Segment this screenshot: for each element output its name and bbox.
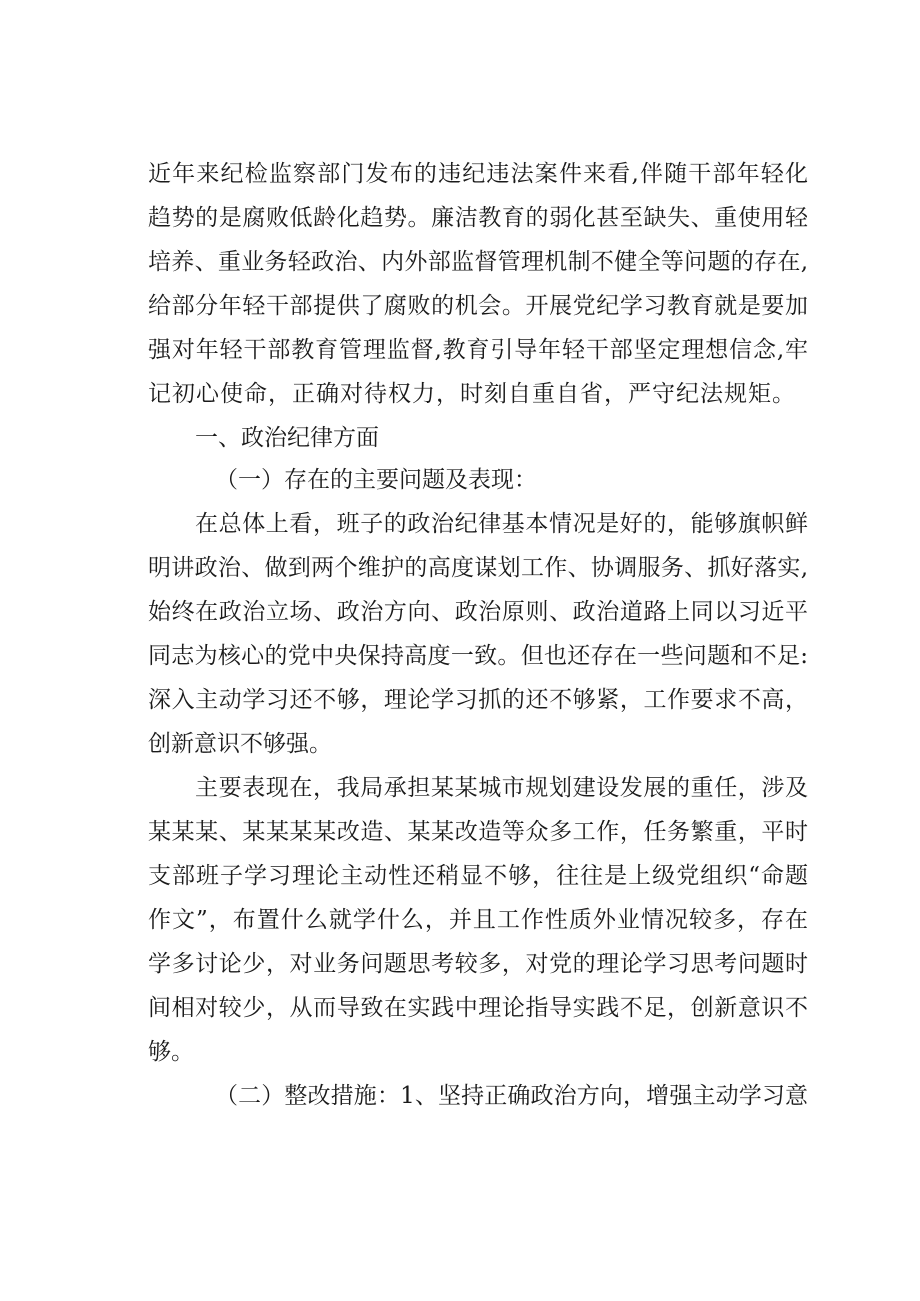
paragraph-line: 深入主动学习还不够，理论学习抓的还不够紧，工作要求不高，: [148, 687, 808, 713]
paragraph-line: 在总体上看，班子的政治纪律基本情况是好的，能够旗帜鲜: [195, 511, 808, 537]
paragraph-line: 同志为核心的党中央保持高度一致。但也还存在一些问题和不足:: [148, 643, 808, 669]
subsection-heading: （一）存在的主要问题及表现：: [215, 467, 537, 493]
paragraph-line: 够。: [148, 1039, 194, 1065]
section-heading: 一、政治纪律方面: [195, 425, 379, 451]
paragraph-line: 明讲政治、做到两个维护的高度谋划工作、协调服务、抓好落实,: [148, 555, 808, 581]
paragraph-line: 支部班子学习理论主动性还稍显不够，往往是上级党组织“命题: [148, 863, 808, 889]
paragraph-line: 学多讨论少，对业务问题思考较多，对党的理论学习思考问题时: [148, 951, 808, 977]
paragraph-line: 间相对较少，从而导致在实践中理论指导实践不足，创新意识不: [148, 995, 808, 1021]
paragraph-line: 创新意识不够强。: [148, 731, 332, 757]
intro-line: 给部分年轻干部提供了腐败的机会。开展党纪学习教育就是要加: [148, 293, 808, 319]
intro-line: 记初心使命，正确对待权力，时刻自重自省，严守纪法规矩。: [148, 381, 796, 407]
paragraph-line: 主要表现在，我局承担某某城市规划建设发展的重任，涉及: [195, 775, 808, 801]
intro-line: 强对年轻干部教育管理监督,教育引导年轻干部坚定理想信念,牢: [148, 337, 808, 363]
paragraph-line: 某某某、某某某某改造、某某改造等众多工作，任务繁重，平时: [148, 819, 808, 845]
subsection-heading: （二）整改措施：1、坚持正确政治方向，增强主动学习意: [215, 1083, 808, 1109]
paragraph-line: 作文”，布置什么就学什么，并且工作性质外业情况较多，存在: [148, 907, 808, 933]
paragraph-line: 始终在政治立场、政治方向、政治原则、政治道路上同以习近平: [148, 599, 808, 625]
intro-line: 培养、重业务轻政治、内外部监督管理机制不健全等问题的存在,: [148, 249, 808, 275]
intro-line: 近年来纪检监察部门发布的违纪违法案件来看,伴随干部年轻化: [148, 161, 808, 187]
intro-line: 趋势的是腐败低龄化趋势。廉洁教育的弱化甚至缺失、重使用轻: [148, 205, 808, 231]
